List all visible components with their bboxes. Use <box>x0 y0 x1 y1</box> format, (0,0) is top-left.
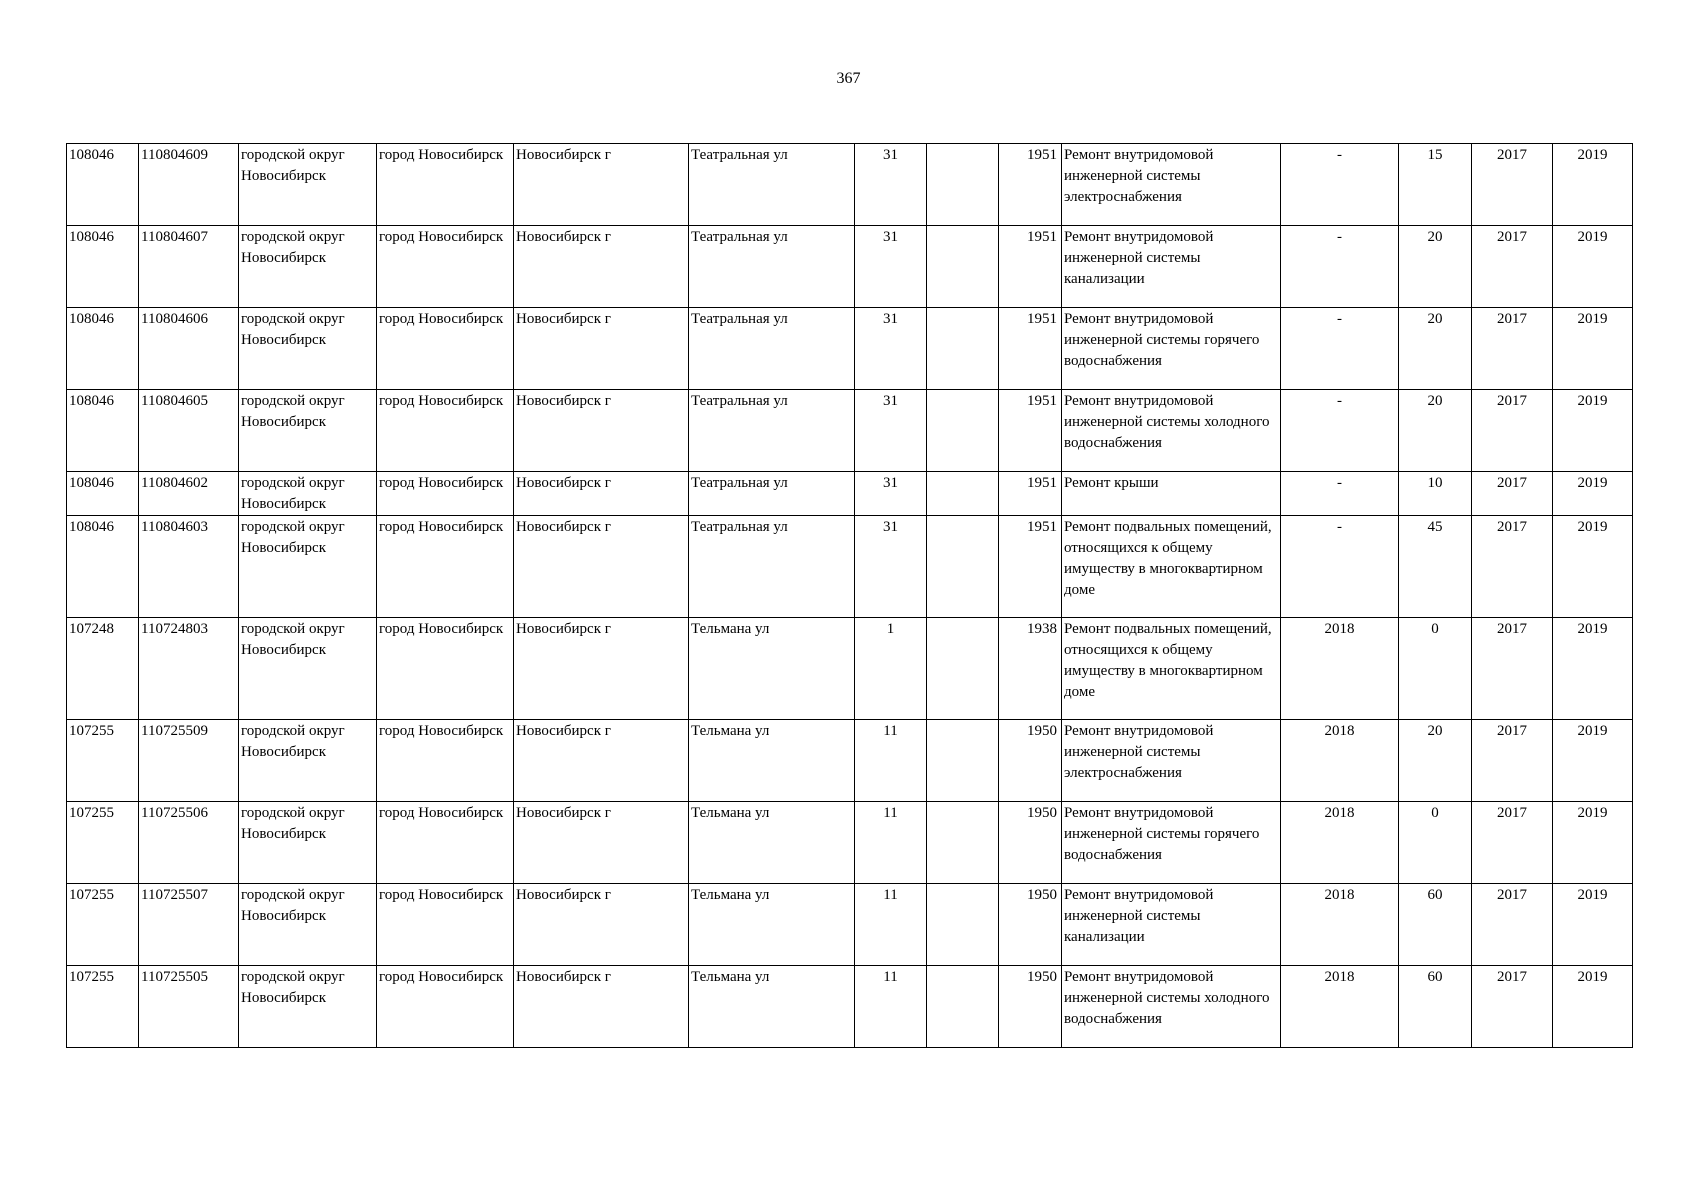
cell-plan-start: 2017 <box>1472 884 1553 966</box>
cell-street: Тельмана ул <box>689 618 855 720</box>
cell-street: Тельмана ул <box>689 966 855 1048</box>
cell-municipality: городской округ Новосибирск <box>239 390 377 472</box>
cell-house-number: 31 <box>855 472 927 516</box>
table-row <box>67 144 1633 226</box>
cell-house-number: 1 <box>855 618 927 720</box>
cell-house-id: 107255 <box>67 720 139 802</box>
cell-municipality: городской округ Новосибирск <box>239 226 377 308</box>
cell-building <box>927 226 999 308</box>
cell-work-type: Ремонт внутридомовой инженерной системы электроснабжения <box>1062 144 1281 226</box>
cell-city: Новосибирск г <box>514 884 689 966</box>
cell-plan-end: 2019 <box>1553 802 1633 884</box>
cell-building <box>927 802 999 884</box>
cell-work-type: Ремонт крыши <box>1062 472 1281 516</box>
cell-street: Театральная ул <box>689 390 855 472</box>
cell-work-id: 110725506 <box>139 802 239 884</box>
cell-city: Новосибирск г <box>514 144 689 226</box>
table-row <box>67 618 1633 720</box>
cell-work-type: Ремонт подвальных помещений, относящихся к общему имуществу в многоквартирном доме <box>1062 516 1281 618</box>
cell-plan-start: 2017 <box>1472 226 1553 308</box>
cell-city: Новосибирск г <box>514 226 689 308</box>
cell-plan-start: 2017 <box>1472 390 1553 472</box>
cell-settlement: город Новосибирск <box>377 720 514 802</box>
table-row <box>67 226 1633 308</box>
cell-house-id: 108046 <box>67 226 139 308</box>
cell-plan-end: 2019 <box>1553 884 1633 966</box>
cell-plan-start: 2017 <box>1472 966 1553 1048</box>
cell-wear: 20 <box>1399 226 1472 308</box>
cell-wear: 20 <box>1399 720 1472 802</box>
cell-work-type: Ремонт внутридомовой инженерной системы электроснабжения <box>1062 720 1281 802</box>
cell-settlement: город Новосибирск <box>377 472 514 516</box>
cell-build-year: 1951 <box>999 390 1062 472</box>
table-row <box>67 966 1633 1048</box>
cell-build-year: 1951 <box>999 308 1062 390</box>
cell-house-number: 31 <box>855 226 927 308</box>
cell-street: Тельмана ул <box>689 884 855 966</box>
cell-municipality: городской округ Новосибирск <box>239 472 377 516</box>
cell-last-repair: 2018 <box>1281 618 1399 720</box>
cell-wear: 60 <box>1399 966 1472 1048</box>
cell-municipality: городской округ Новосибирск <box>239 618 377 720</box>
cell-plan-start: 2017 <box>1472 720 1553 802</box>
cell-last-repair: - <box>1281 390 1399 472</box>
cell-plan-start: 2017 <box>1472 144 1553 226</box>
cell-city: Новосибирск г <box>514 308 689 390</box>
cell-wear: 20 <box>1399 390 1472 472</box>
cell-work-id: 110725505 <box>139 966 239 1048</box>
cell-plan-end: 2019 <box>1553 472 1633 516</box>
table-row <box>67 472 1633 516</box>
cell-plan-end: 2019 <box>1553 226 1633 308</box>
cell-wear: 45 <box>1399 516 1472 618</box>
cell-street: Театральная ул <box>689 226 855 308</box>
table-row <box>67 516 1633 618</box>
cell-last-repair: 2018 <box>1281 884 1399 966</box>
cell-city: Новосибирск г <box>514 966 689 1048</box>
cell-city: Новосибирск г <box>514 720 689 802</box>
cell-house-id: 107255 <box>67 884 139 966</box>
cell-build-year: 1950 <box>999 884 1062 966</box>
cell-municipality: городской округ Новосибирск <box>239 144 377 226</box>
cell-last-repair: 2018 <box>1281 966 1399 1048</box>
cell-last-repair: - <box>1281 472 1399 516</box>
cell-plan-start: 2017 <box>1472 802 1553 884</box>
cell-house-id: 108046 <box>67 516 139 618</box>
cell-building <box>927 472 999 516</box>
table-row <box>67 802 1633 884</box>
cell-municipality: городской округ Новосибирск <box>239 966 377 1048</box>
cell-street: Тельмана ул <box>689 720 855 802</box>
cell-building <box>927 618 999 720</box>
cell-house-id: 107255 <box>67 802 139 884</box>
cell-house-number: 11 <box>855 884 927 966</box>
cell-street: Театральная ул <box>689 144 855 226</box>
cell-municipality: городской округ Новосибирск <box>239 308 377 390</box>
cell-house-number: 11 <box>855 966 927 1048</box>
cell-building <box>927 390 999 472</box>
cell-wear: 0 <box>1399 618 1472 720</box>
cell-settlement: город Новосибирск <box>377 884 514 966</box>
table-row <box>67 390 1633 472</box>
cell-wear: 15 <box>1399 144 1472 226</box>
cell-build-year: 1951 <box>999 516 1062 618</box>
cell-house-id: 107255 <box>67 966 139 1048</box>
cell-build-year: 1950 <box>999 802 1062 884</box>
cell-plan-start: 2017 <box>1472 308 1553 390</box>
cell-wear: 0 <box>1399 802 1472 884</box>
cell-house-id: 107248 <box>67 618 139 720</box>
cell-street: Театральная ул <box>689 308 855 390</box>
cell-plan-end: 2019 <box>1553 390 1633 472</box>
cell-building <box>927 884 999 966</box>
cell-last-repair: - <box>1281 226 1399 308</box>
cell-work-type: Ремонт внутридомовой инженерной системы холодного водоснабжения <box>1062 390 1281 472</box>
cell-building <box>927 720 999 802</box>
cell-work-id: 110724803 <box>139 618 239 720</box>
cell-settlement: город Новосибирск <box>377 390 514 472</box>
cell-plan-end: 2019 <box>1553 720 1633 802</box>
cell-work-id: 110804605 <box>139 390 239 472</box>
cell-city: Новосибирск г <box>514 618 689 720</box>
cell-build-year: 1951 <box>999 226 1062 308</box>
cell-house-id: 108046 <box>67 144 139 226</box>
cell-build-year: 1950 <box>999 966 1062 1048</box>
cell-plan-end: 2019 <box>1553 308 1633 390</box>
cell-house-number: 31 <box>855 516 927 618</box>
cell-work-id: 110804609 <box>139 144 239 226</box>
cell-work-id: 110804606 <box>139 308 239 390</box>
cell-house-id: 108046 <box>67 390 139 472</box>
cell-municipality: городской округ Новосибирск <box>239 802 377 884</box>
cell-settlement: город Новосибирск <box>377 802 514 884</box>
cell-work-type: Ремонт внутридомовой инженерной системы холодного водоснабжения <box>1062 966 1281 1048</box>
cell-building <box>927 966 999 1048</box>
cell-last-repair: 2018 <box>1281 720 1399 802</box>
cell-work-type: Ремонт внутридомовой инженерной системы горячего водоснабжения <box>1062 802 1281 884</box>
table-row <box>67 884 1633 966</box>
cell-street: Театральная ул <box>689 516 855 618</box>
cell-street: Театральная ул <box>689 472 855 516</box>
page-number: 367 <box>836 70 861 87</box>
cell-plan-end: 2019 <box>1553 618 1633 720</box>
cell-building <box>927 144 999 226</box>
cell-plan-start: 2017 <box>1472 618 1553 720</box>
cell-settlement: город Новосибирск <box>377 226 514 308</box>
cell-plan-start: 2017 <box>1472 516 1553 618</box>
cell-wear: 60 <box>1399 884 1472 966</box>
cell-house-number: 31 <box>855 144 927 226</box>
cell-build-year: 1951 <box>999 472 1062 516</box>
cell-build-year: 1938 <box>999 618 1062 720</box>
cell-plan-end: 2019 <box>1553 966 1633 1048</box>
cell-municipality: городской округ Новосибирск <box>239 516 377 618</box>
cell-last-repair: - <box>1281 144 1399 226</box>
cell-house-number: 11 <box>855 802 927 884</box>
cell-wear: 20 <box>1399 308 1472 390</box>
cell-last-repair: - <box>1281 516 1399 618</box>
cell-house-id: 108046 <box>67 308 139 390</box>
cell-municipality: городской округ Новосибирск <box>239 720 377 802</box>
cell-last-repair: - <box>1281 308 1399 390</box>
cell-settlement: город Новосибирск <box>377 144 514 226</box>
cell-last-repair: 2018 <box>1281 802 1399 884</box>
cell-house-number: 31 <box>855 308 927 390</box>
cell-city: Новосибирск г <box>514 472 689 516</box>
cell-build-year: 1950 <box>999 720 1062 802</box>
cell-work-type: Ремонт внутридомовой инженерной системы горячего водоснабжения <box>1062 308 1281 390</box>
cell-house-number: 31 <box>855 390 927 472</box>
cell-city: Новосибирск г <box>514 516 689 618</box>
cell-settlement: город Новосибирск <box>377 516 514 618</box>
cell-work-id: 110804607 <box>139 226 239 308</box>
cell-work-id: 110804603 <box>139 516 239 618</box>
cell-work-id: 110725507 <box>139 884 239 966</box>
cell-plan-end: 2019 <box>1553 516 1633 618</box>
cell-settlement: город Новосибирск <box>377 308 514 390</box>
cell-work-type: Ремонт подвальных помещений, относящихся к общему имуществу в многоквартирном доме <box>1062 618 1281 720</box>
cell-wear: 10 <box>1399 472 1472 516</box>
cell-work-id: 110804602 <box>139 472 239 516</box>
table-row <box>67 720 1633 802</box>
cell-city: Новосибирск г <box>514 802 689 884</box>
cell-build-year: 1951 <box>999 144 1062 226</box>
table-body <box>67 144 1633 1048</box>
cell-settlement: город Новосибирск <box>377 618 514 720</box>
table-row <box>67 308 1633 390</box>
cell-house-number: 11 <box>855 720 927 802</box>
cell-city: Новосибирск г <box>514 390 689 472</box>
cell-plan-end: 2019 <box>1553 144 1633 226</box>
cell-plan-start: 2017 <box>1472 472 1553 516</box>
cell-building <box>927 516 999 618</box>
cell-building <box>927 308 999 390</box>
cell-work-type: Ремонт внутридомовой инженерной системы канализации <box>1062 884 1281 966</box>
cell-house-id: 108046 <box>67 472 139 516</box>
cell-municipality: городской округ Новосибирск <box>239 884 377 966</box>
cell-work-type: Ремонт внутридомовой инженерной системы канализации <box>1062 226 1281 308</box>
repair-program-table <box>66 143 1633 1048</box>
cell-street: Тельмана ул <box>689 802 855 884</box>
cell-work-id: 110725509 <box>139 720 239 802</box>
cell-settlement: город Новосибирск <box>377 966 514 1048</box>
